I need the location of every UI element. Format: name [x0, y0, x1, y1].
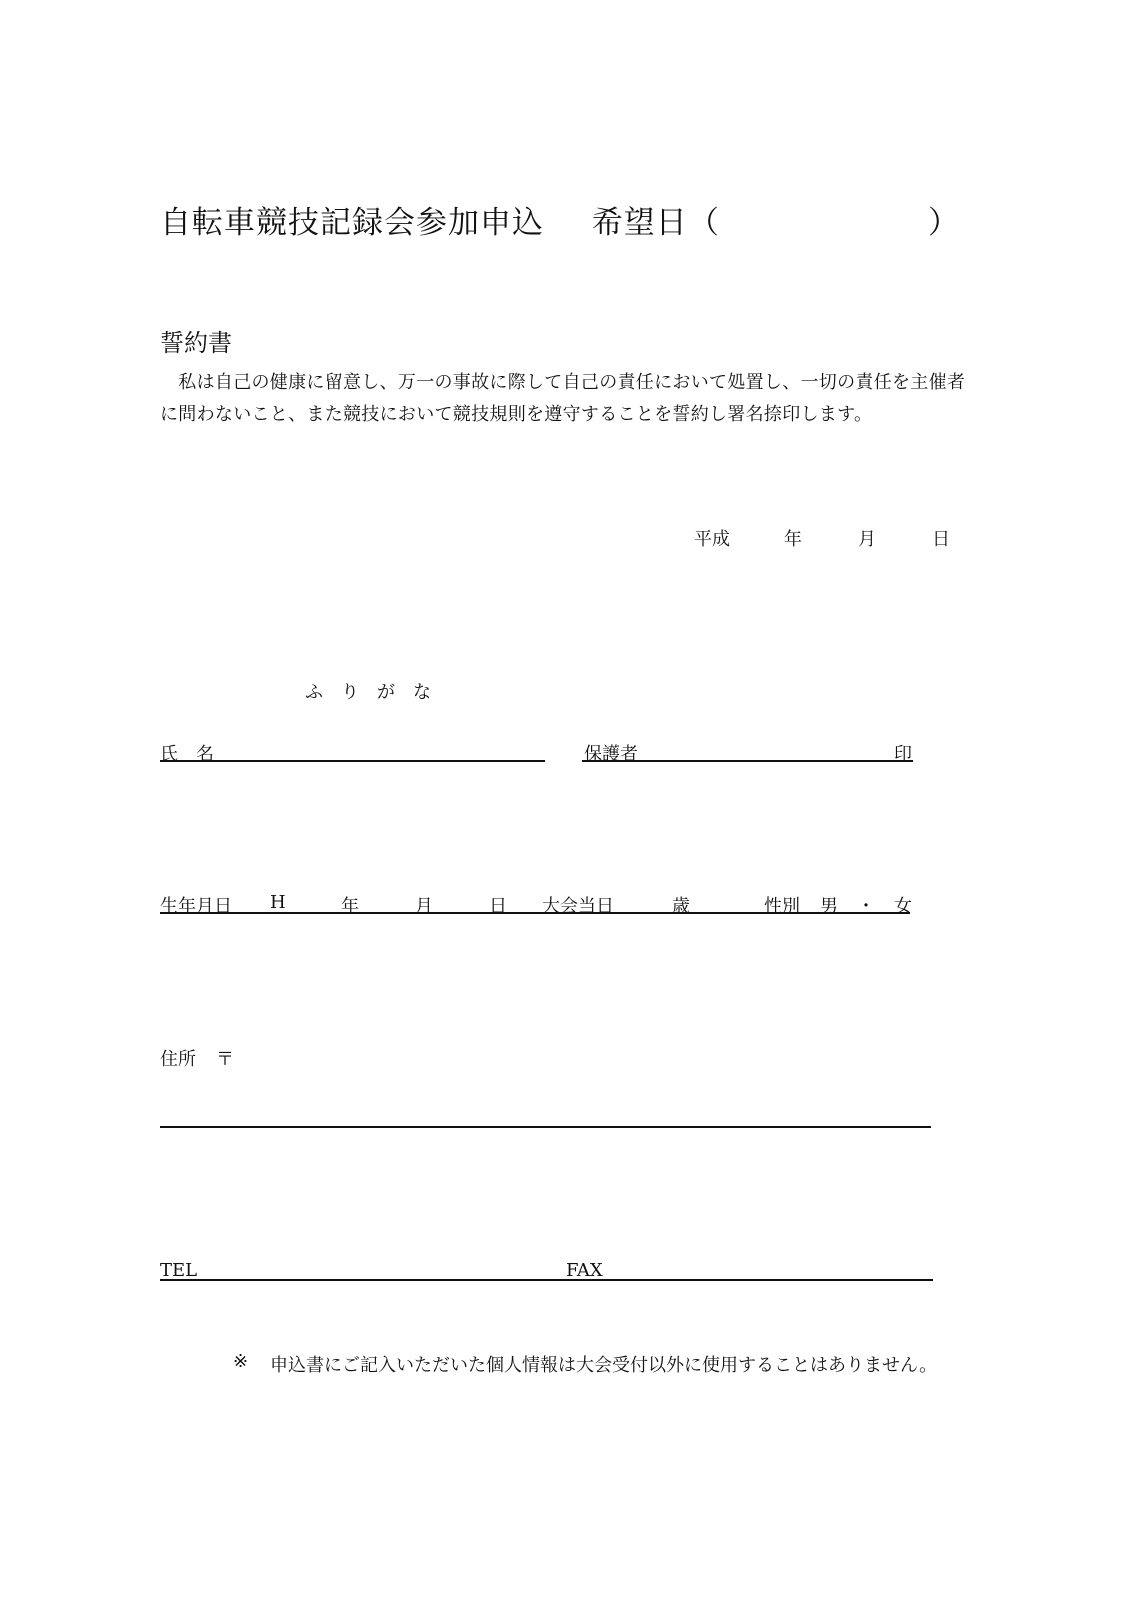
age-on-event-day-label: 大会当日 [542, 896, 614, 917]
date-month-label: 月 [858, 529, 876, 550]
desired-date-open-paren: （ [688, 205, 720, 241]
name-underline[interactable] [160, 760, 545, 762]
birth-day-label: 日 [489, 896, 507, 917]
desired-date-close-paren: ） [928, 205, 960, 241]
note-mark: ※ [233, 1351, 249, 1372]
address-underline[interactable] [160, 1126, 931, 1128]
desired-date-label: 希望日 [591, 205, 688, 241]
sex-female-option[interactable]: 女 [894, 896, 912, 917]
date-day-label: 日 [932, 529, 950, 550]
date-era-label: 平成 [694, 529, 730, 550]
privacy-note: 申込書にご記入いただいた個人情報は大会受付以外に使用することはありません。 [270, 1355, 938, 1376]
guardian-label: 保護者 [584, 744, 638, 765]
date-year-label: 年 [784, 529, 802, 550]
furigana-label: ふ り が な [305, 682, 431, 703]
birth-row-underline[interactable] [160, 912, 910, 914]
sex-label: 性別 [764, 896, 800, 917]
birthdate-label: 生年月日 [160, 896, 232, 917]
name-label: 氏 名 [160, 744, 214, 765]
title-main: 自転車競技記録会参加申込 [160, 205, 544, 241]
pledge-heading: 誓約書 [160, 329, 232, 357]
age-unit-label: 歳 [672, 896, 690, 917]
seal-label: 印 [894, 744, 912, 765]
postal-mark: 〒 [216, 1049, 234, 1070]
guardian-underline[interactable] [582, 760, 913, 762]
birth-year-label: 年 [341, 896, 359, 917]
contact-underline[interactable] [160, 1279, 933, 1281]
sex-male-option[interactable]: 男 [820, 896, 838, 917]
form-title [160, 197, 688, 242]
address-label: 住所 [160, 1049, 196, 1070]
fax-label: FAX [566, 1260, 603, 1281]
birth-era-label: H [270, 892, 286, 913]
birth-month-label: 月 [415, 896, 433, 917]
pledge-body: 私は自己の健康に留意し、万一の事故に際して自己の責任において処置し、一切の責任を主催者に問わないこと、また競技において競技規則を遵守することを誓約し署名捺印します。 [160, 372, 966, 425]
tel-label: TEL [160, 1260, 198, 1281]
sex-separator: ・ [857, 896, 875, 917]
